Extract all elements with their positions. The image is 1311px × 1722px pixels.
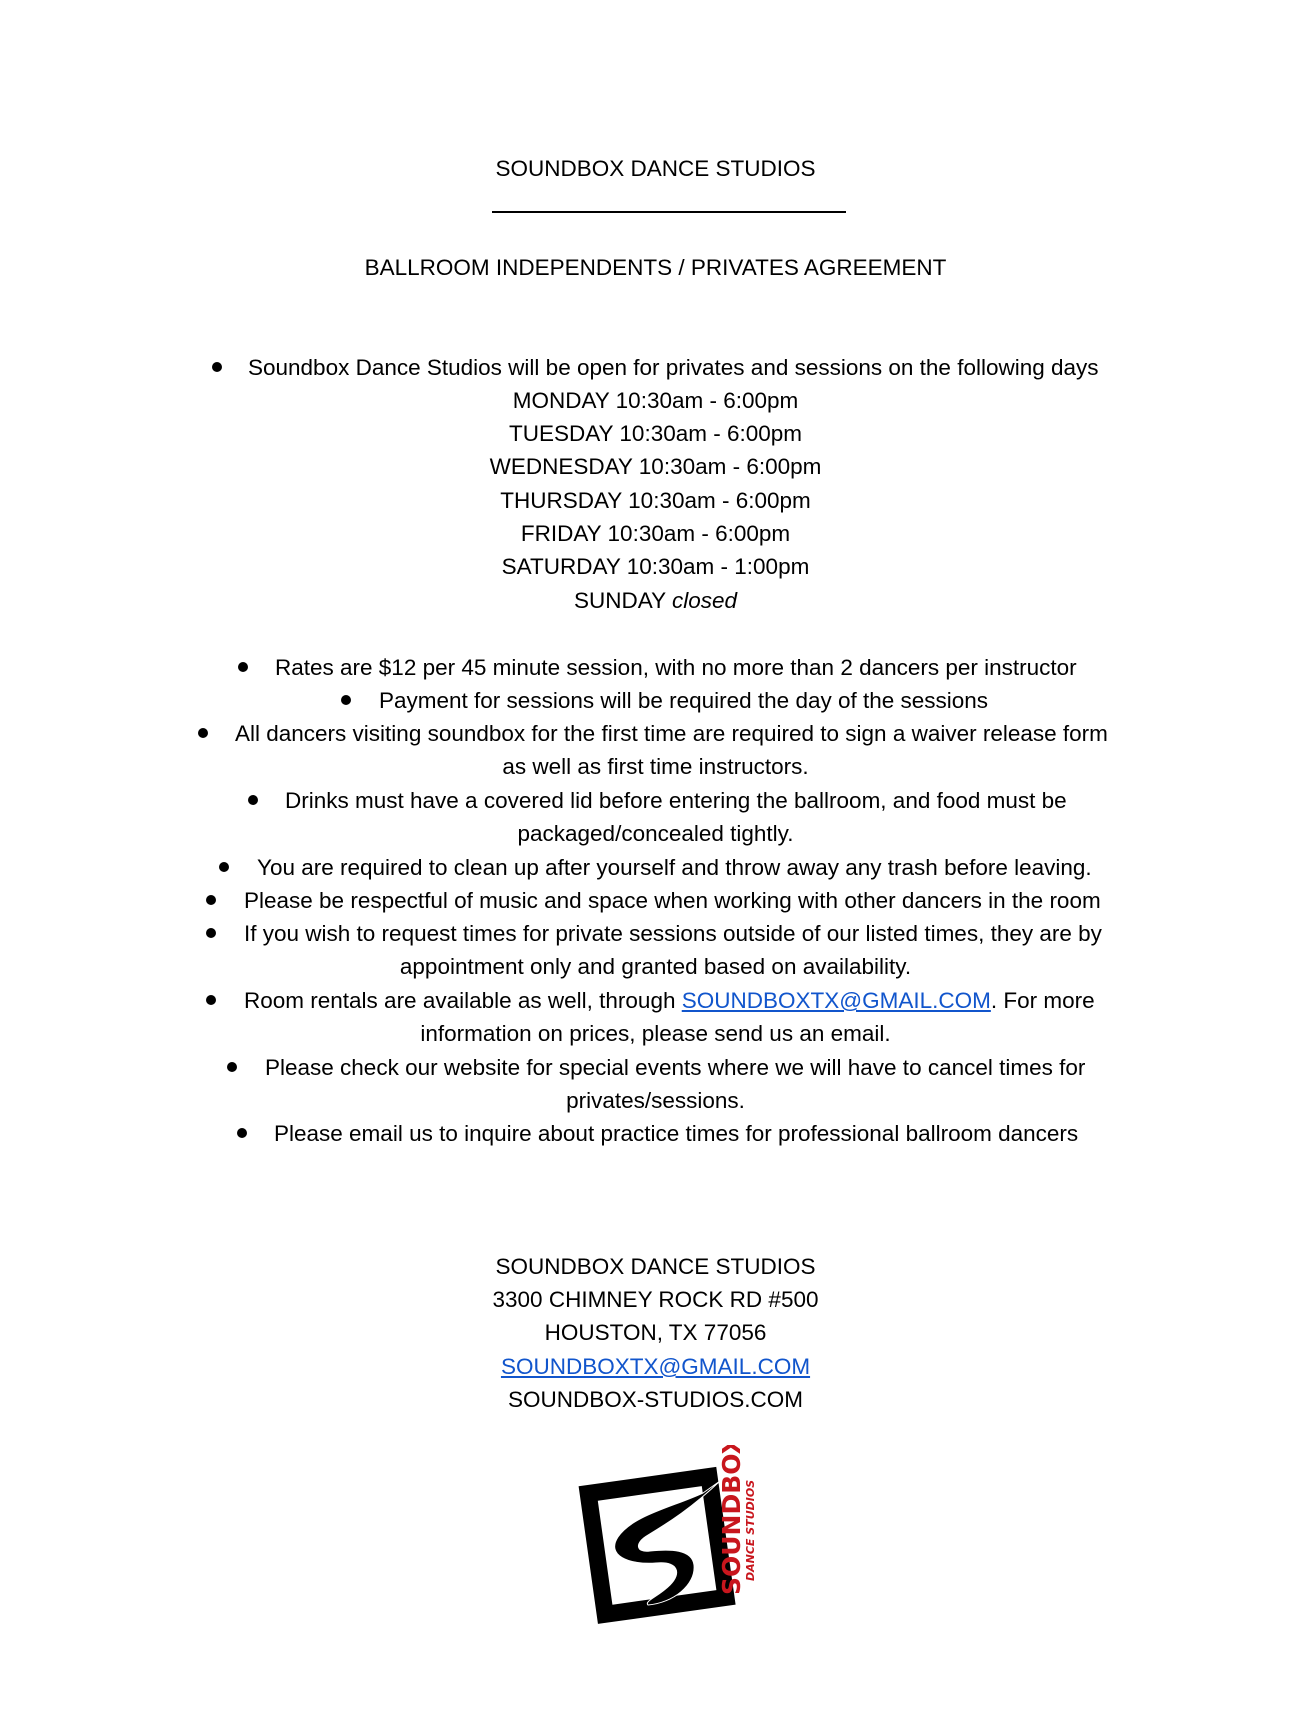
- day-label: TUESDAY: [508, 421, 614, 446]
- schedule-tuesday: [0, 417, 1311, 450]
- request-text-continued: appointment only and granted based on availability.: [399, 954, 912, 979]
- rental-prefix: Room rentals are available as well, through: [244, 988, 682, 1013]
- hours-label: 10:30am - 6:00pm: [607, 521, 791, 546]
- website-text-continued: privates/sessions.: [566, 1088, 745, 1113]
- practice-text: Please email us to inquire about practice times for professional ballroom dancers: [274, 1121, 1079, 1146]
- schedule-sunday: [0, 584, 1311, 617]
- logo-tagline-text: DANCE STUDIOS: [744, 1479, 757, 1581]
- hours-label: 10:30am - 6:00pm: [619, 421, 803, 446]
- cleanup-text: You are required to clean up after yourself and throw away any trash before leaving.: [257, 855, 1092, 880]
- open-days-text: Soundbox Dance Studios will be open for privates and sessions on the following days: [248, 355, 1099, 380]
- bullet-icon: [248, 795, 258, 805]
- footer-email-link[interactable]: SOUNDBOXTX@GMAIL.COM: [500, 1354, 811, 1379]
- soundbox-logo: [578, 1445, 768, 1630]
- day-label: SATURDAY: [501, 554, 621, 579]
- waiver-text: All dancers visiting soundbox for the first time are required to sign a waiver release form: [235, 721, 1108, 746]
- document-title: SOUNDBOX DANCE STUDIOS: [495, 156, 816, 181]
- bullet-icon: [198, 728, 208, 738]
- waiver-text-continued: as well as first time instructors.: [502, 754, 809, 779]
- request-text: If you wish to request times for private sessions outside of our listed times, they are by: [244, 921, 1102, 946]
- document-subtitle: BALLROOM INDEPENDENTS / PRIVATES AGREEMENT: [364, 255, 947, 280]
- rental-suffix: . For more: [990, 988, 1095, 1013]
- footer-address: 3300 CHIMNEY ROCK RD #500: [492, 1287, 819, 1312]
- day-label: THURSDAY: [500, 488, 622, 513]
- bullet-icon: [341, 695, 351, 705]
- hours-label: 10:30am - 1:00pm: [626, 554, 810, 579]
- day-label: SUNDAY: [573, 588, 666, 613]
- schedule-wednesday: [0, 450, 1311, 483]
- bullet-icon: [237, 1128, 247, 1138]
- day-label: FRIDAY: [520, 521, 602, 546]
- logo-graphic: [578, 1445, 768, 1630]
- schedule-friday: [0, 517, 1311, 550]
- day-label: MONDAY: [512, 388, 610, 413]
- rental-text: [244, 984, 1095, 1017]
- bullet-icon: [206, 995, 216, 1005]
- bullet-icon: [238, 662, 248, 672]
- footer-city: HOUSTON, TX 77056: [544, 1320, 767, 1345]
- hours-label: 10:30am - 6:00pm: [638, 454, 822, 479]
- rates-text: Rates are $12 per 45 minute session, with no more than 2 dancers per instructor: [275, 655, 1077, 680]
- respect-text: Please be respectful of music and space when working with other dancers in the room: [244, 888, 1101, 913]
- title-underline: [492, 211, 846, 213]
- bullet-icon: [212, 362, 222, 372]
- rental-email-link[interactable]: SOUNDBOXTX@GMAIL.COM: [681, 988, 991, 1013]
- hours-label: 10:30am - 6:00pm: [615, 388, 799, 413]
- drinks-text: Drinks must have a covered lid before entering the ballroom, and food must be: [285, 788, 1067, 813]
- day-label: WEDNESDAY: [489, 454, 633, 479]
- schedule-saturday: [0, 550, 1311, 583]
- footer-website: SOUNDBOX-STUDIOS.COM: [507, 1387, 804, 1412]
- schedule-monday: [0, 384, 1311, 417]
- drinks-text-continued: packaged/concealed tightly.: [517, 821, 794, 846]
- hours-label: 10:30am - 6:00pm: [628, 488, 811, 513]
- bullet-icon: [206, 895, 216, 905]
- logo-brand-text: SOUNDBOX: [717, 1445, 746, 1595]
- footer-email: [0, 1350, 1311, 1383]
- bullet-icon: [227, 1062, 237, 1072]
- bullet-icon: [206, 928, 216, 938]
- website-text: Please check our website for special events where we will have to cancel times for: [265, 1055, 1086, 1080]
- payment-text: Payment for sessions will be required the day of the sessions: [379, 688, 989, 713]
- rental-text-continued: information on prices, please send us an email.: [420, 1021, 891, 1046]
- footer-studio-name: SOUNDBOX DANCE STUDIOS: [495, 1254, 816, 1279]
- schedule-thursday: [0, 484, 1311, 517]
- bullet-icon: [219, 862, 229, 872]
- hours-label: closed: [671, 588, 737, 613]
- logo-frame-icon: [588, 1477, 726, 1615]
